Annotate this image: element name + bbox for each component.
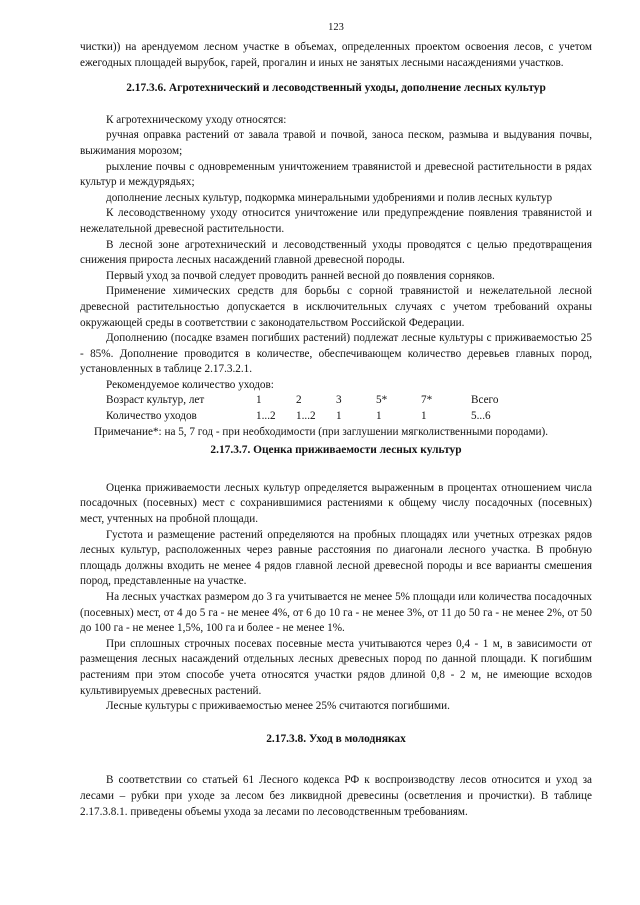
paragraph: В лесной зоне агротехнический и лесоводственный уходы проводятся с целью предотвращения снижения прироста лесных насаждений главной древесной породы. (80, 238, 592, 267)
table-cell: 1 (421, 410, 427, 423)
care-count-table (106, 393, 541, 424)
section-heading-2-17-3-6: 2.17.3.6. Агротехнический и лесоводственный уходы, дополнение лесных культур (126, 82, 546, 95)
table-cell: 2 (296, 394, 302, 407)
paragraph: Лесные культуры с приживаемостью менее 25% считаются погибшими. (106, 700, 450, 713)
table-cell: 1 (256, 394, 262, 407)
table-cell: 5...6 (471, 410, 491, 423)
table-cell: 1 (376, 410, 382, 423)
table-row (106, 409, 541, 425)
table-cell: 5* (376, 394, 388, 407)
page-number: 123 (328, 22, 344, 33)
paragraph: рыхление почвы с одновременным уничтожением травянистой и древесной растительности в рядах культур и междурядьях; (80, 160, 592, 189)
table-cell: 3 (336, 394, 342, 407)
paragraph: Густота и размещение растений определяются на пробных площадях или учетных отрезках рядов лесных культур, расположенных через равные расстояния по диагонали лесного участка. В пробную площадь должны входить не менее 4 рядов главной лесной древесной породы и все варианты смешения пород, представленные на участке. (80, 528, 592, 588)
paragraph: На лесных участках размером до 3 га учитывается не менее 5% площади или количества посадочных (посевных) мест, от 4 до 5 га - не менее 4%, от 6 до 10 га - не менее 3%, от 11 до 50 га - не менее 2%, от 50 до 100 га - не менее 1,5%, 100 га и более - не менее 1%. (80, 591, 592, 635)
table-cell: 1...2 (256, 410, 276, 423)
table-cell: 1...2 (296, 410, 316, 423)
table-cell: 7* (421, 394, 433, 407)
section-heading-2-17-3-8: 2.17.3.8. Уход в молодняках (266, 732, 406, 745)
table-note: Примечание*: на 5, 7 год - при необходимости (при заглушении мягколиственными породами). (94, 425, 549, 438)
table-cell: Возраст культур, лет (106, 394, 205, 407)
paragraph: Рекомендуемое количество уходов: (106, 378, 274, 391)
page-content (80, 40, 592, 820)
table-cell: Всего (471, 394, 499, 407)
paragraph: К агротехническому уходу относятся: (106, 113, 287, 126)
paragraph: Первый уход за почвой следует проводить ранней весной до появления сорняков. (106, 269, 495, 282)
paragraph: Дополнению (посадке взамен погибших растений) подлежат лесные культуры с приживаемостью 25 - 85%. Дополнение проводится в количестве, обеспечивающем количество деревьев главных пород, установленных в таблице 2.17.3.2.1. (80, 332, 592, 376)
intro-paragraph: чистки)) на арендуемом лесном участке в объемах, определенных проектом освоения лесов, с учетом ежегодных площадей вырубок, гарей, прогалин и иных не занятых лесными насаждениями участков. (80, 41, 592, 69)
paragraph: В соответствии со статьей 61 Лесного кодекса РФ к воспроизводству лесов относится и уход за лесами – рубки при уходе за лесом без ликвидной древесины (осветления и прочистки). В таблице 2.17.3.8.1. приведены объемы ухода за лесами по лесоводственным требованиям. (80, 774, 592, 818)
paragraph: дополнение лесных культур, подкормка минеральными удобрениями и полив лесных культур (106, 191, 553, 204)
table-cell: 1 (336, 410, 342, 423)
section-heading-2-17-3-7: 2.17.3.7. Оценка приживаемости лесных культур (210, 444, 462, 457)
table-row (106, 393, 541, 409)
paragraph: Применение химических средств для борьбы с сорной травянистой и нежелательной лесной древесной растительностью допускается в исключительных случаях с учетом требований охраны окружающей среды в соответствии с законодательством Российской Федерации. (80, 285, 592, 329)
paragraph: Оценка приживаемости лесных культур определяется выраженным в процентах отношением числа посадочных (посевных) мест с сохранившимися растениями к общему числу посадочных (посевных) мест, учтенных на пробной площади. (80, 481, 592, 526)
paragraph: ручная оправка растений от завала травой и почвой, заноса песком, размыва и выдувания почвы, выжимания морозом; (80, 129, 592, 157)
paragraph: К лесоводственному уходу относится уничтожение или предупреждение появления травянистой и нежелательной древесной растительности. (80, 207, 592, 235)
table-cell: Количество уходов (106, 410, 197, 423)
paragraph: При сплошных строчных посевах посевные места учитываются через 0,4 - 1 м, в зависимости от размещения лесных насаждений отдельных лесных древесных пород по данной площади. К погибшим растениям при этом способе учета относятся участки рядов длиной 0,8 - 2 м, не имеющие всходов культивируемых древесных растений. (80, 637, 592, 697)
